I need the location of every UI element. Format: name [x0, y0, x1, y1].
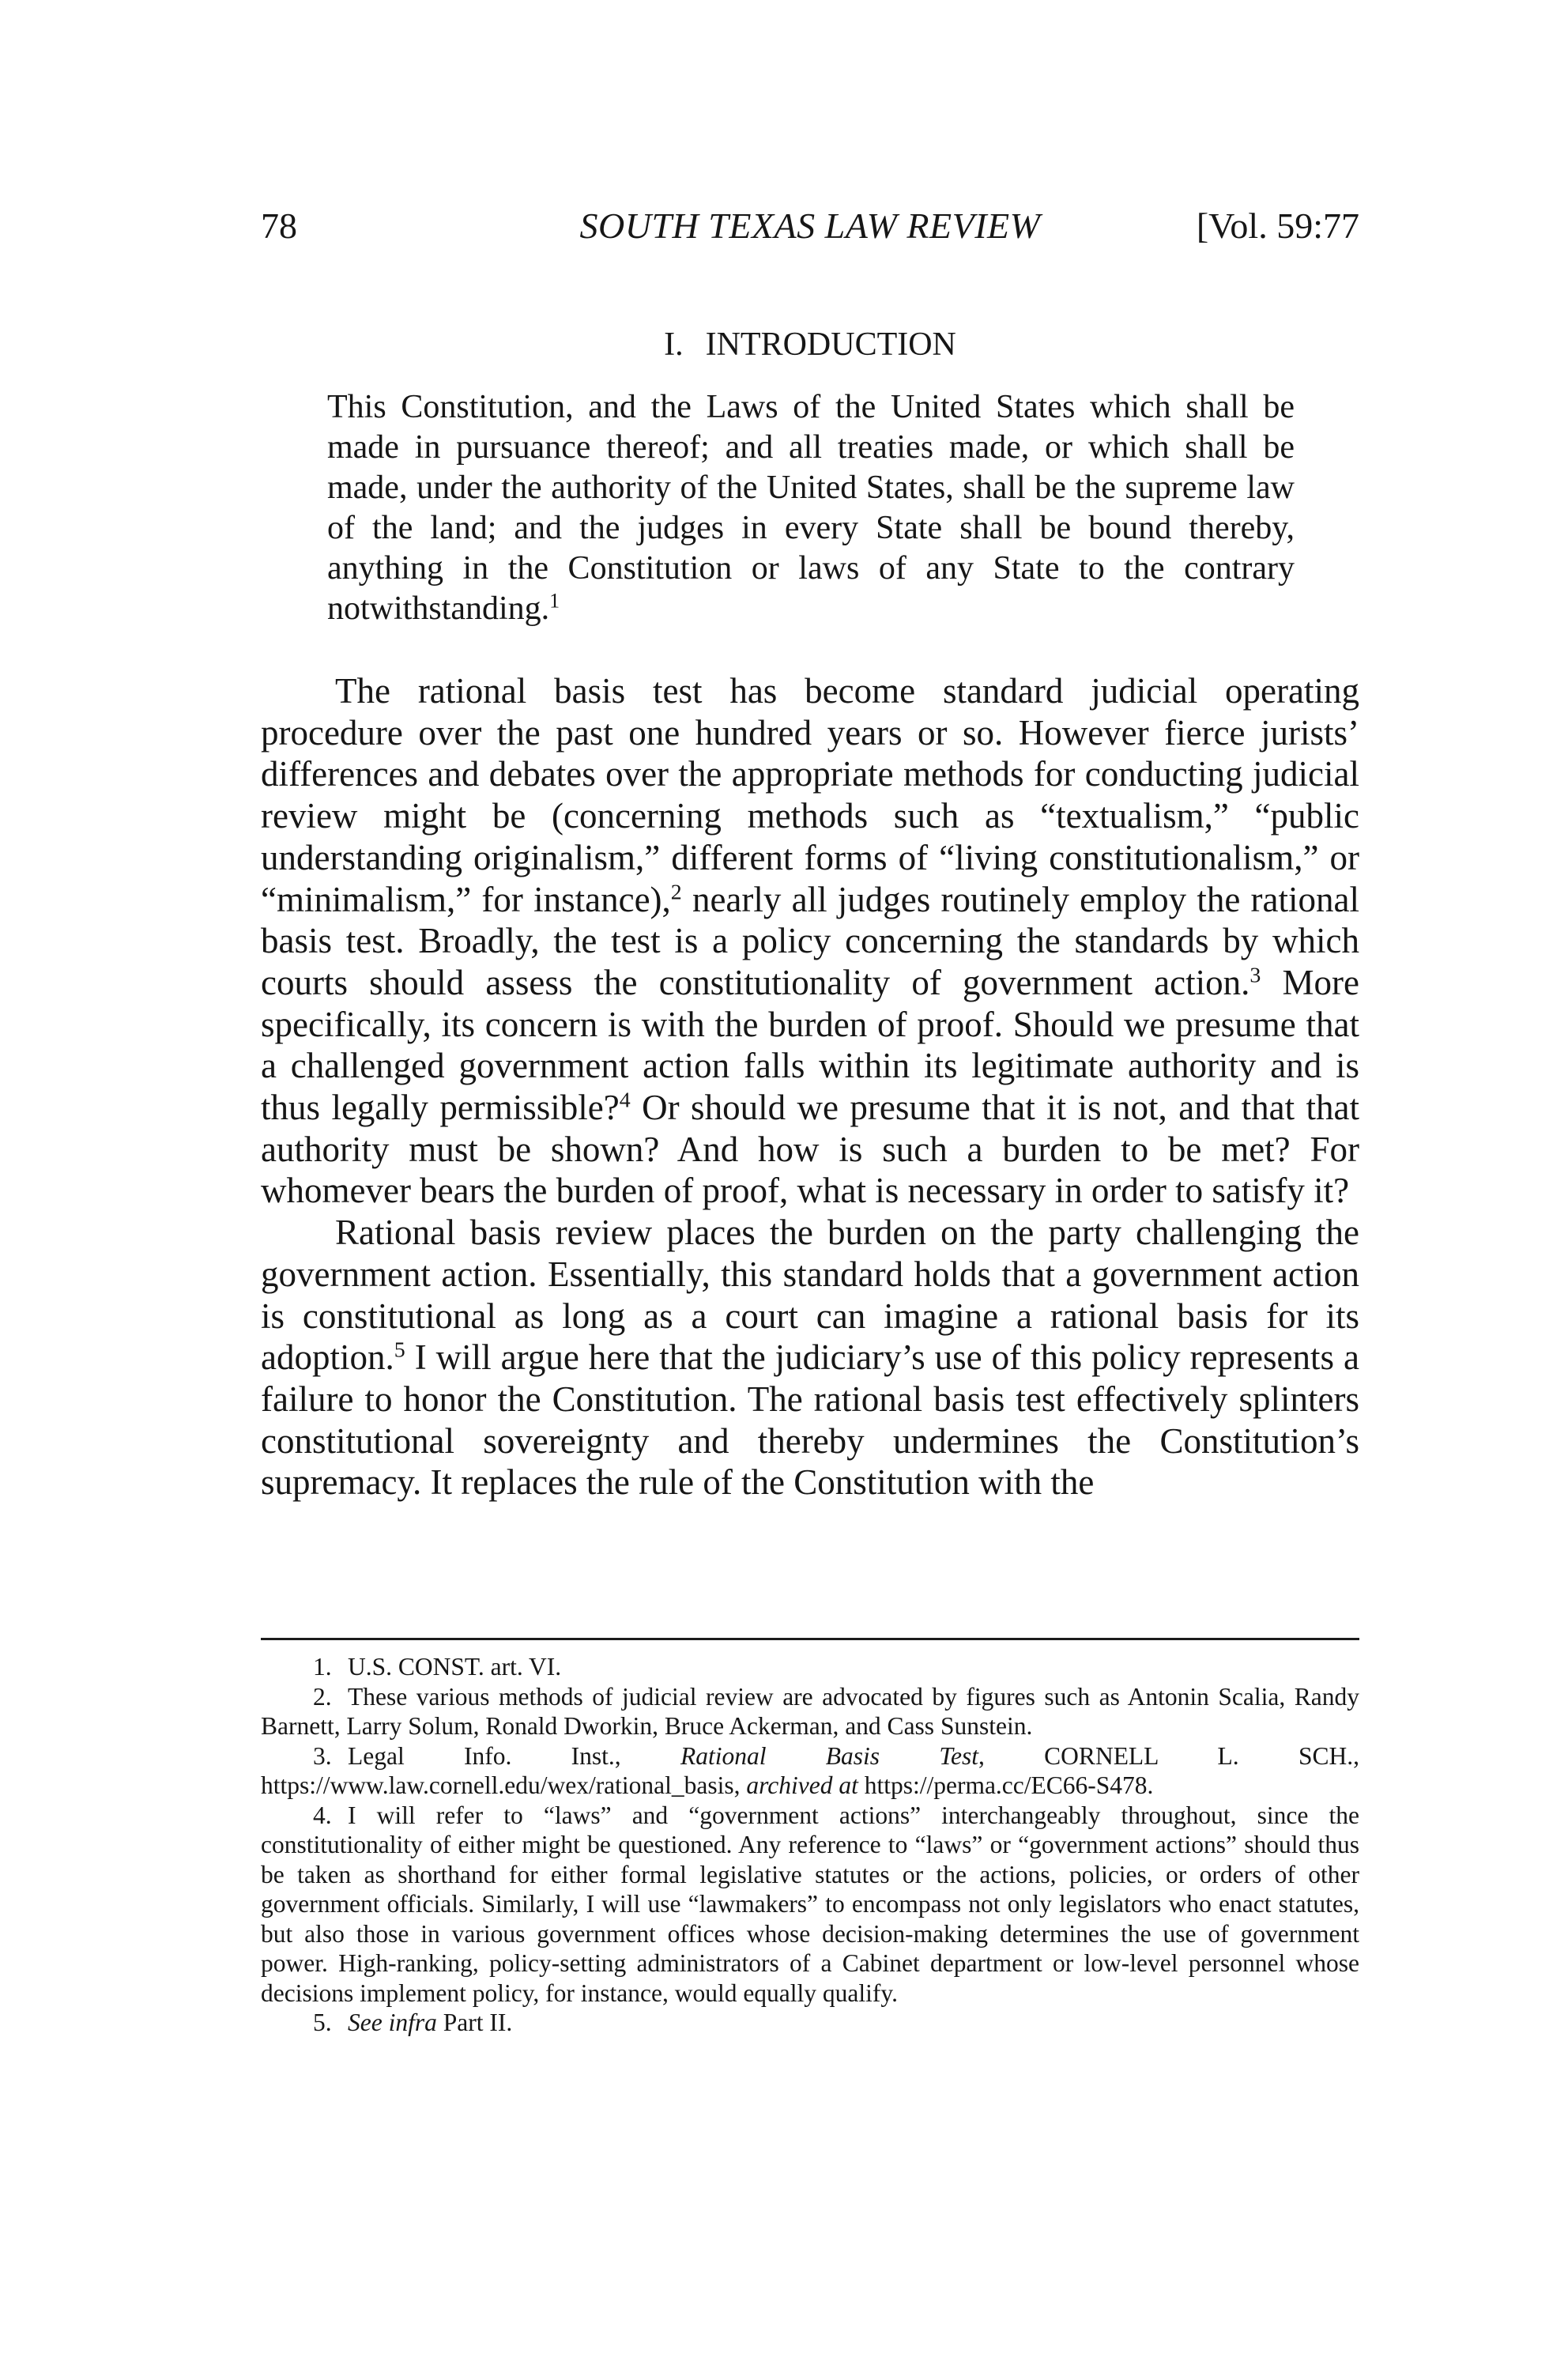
footnote-number: 2.: [313, 1682, 332, 1711]
footnote-number: 4.: [313, 1801, 332, 1829]
footnote-number: 1.: [313, 1653, 332, 1681]
body-paragraph-2: [261, 1212, 1359, 1503]
footnote-number: 3.: [313, 1741, 332, 1770]
footnote-text: I will refer to “laws” and “government actions” interchangeably throughout, since the constitutionality of either might be questioned. Any reference to “laws” or “government actions” should thus be taken as shorthand for either formal legislative statutes or the actions, policies, or orders of other government officials. Similarly, I will use “lawmakers” to encompass not only legislators who enact statutes, but also those in various government offices whose decision-making determines the use of government power. High-ranking, policy-setting administrators of a Cabinet department or low-level personnel whose decisions implement policy, for instance, would equally qualify.: [261, 1801, 1359, 2007]
footnote-text: Legal Info. Inst.,: [348, 1741, 680, 1770]
footnote-text: Rational Basis Test: [680, 1741, 978, 1770]
section-title: INTRODUCTION: [705, 326, 956, 363]
footnote-text: U.S.: [348, 1653, 398, 1681]
footnote-link[interactable]: , https://www.law.cornell.edu/wex/rational_basis,: [261, 1741, 1360, 1799]
paragraph-text: Rational basis review places the burden on the party challenging the government action. Essentially, this standard holds that a government action is constitutional as long as a court can imagine a rational basis for its adoption.: [261, 1213, 1359, 1378]
volume-citation: [Vol. 59:77: [1196, 206, 1359, 246]
page-number: 78: [261, 206, 297, 246]
footnote-separator: [261, 1638, 1359, 1640]
footnote-text: These various methods of judicial review are advocated by figures such as Antonin Scalia, Randy Barnett, Larry Solum, Ronald Dworkin, Bruce Ackerman, and Cass Sunstein.: [261, 1682, 1359, 1740]
footnote-text: art. VI.: [484, 1653, 562, 1681]
section-heading: [261, 323, 1359, 367]
footnote-text: CORNELL L. SCH.: [1044, 1741, 1354, 1770]
footnote-ref-1: 1: [549, 589, 560, 613]
footnote-text: ,: [978, 1741, 1045, 1770]
journal-title: SOUTH TEXAS LAW REVIEW: [579, 206, 1041, 246]
footnote-text: archived at: [746, 1771, 858, 1799]
footnote-ref-4: 4: [619, 1088, 631, 1113]
footnote-3: [261, 1741, 1359, 1801]
running-header: [261, 202, 1359, 250]
epigraph-quote: [327, 387, 1295, 629]
paragraph-text: More specifically, its concern is with the burden of proof. Should we presume that a challenged government action falls within its legitimate authority and is thus legally permissible?: [261, 962, 1359, 1128]
epigraph-text: This Constitution, and the Laws of the United States which shall be made in pursuance thereof; and all treaties made, or which shall be made, under the authority of the United States, shall be the supreme law of the land; and the judges in every State shall be bound thereby, anything in the Constitution or laws of any State to the contrary notwithstanding.: [327, 389, 1295, 627]
footnote-text: Part II.: [436, 2009, 513, 2036]
footnote-text: CONST.: [398, 1653, 484, 1681]
footnote-text: infra: [388, 2009, 437, 2036]
footnote-ref-5: 5: [394, 1337, 405, 1363]
body-paragraph-1: [261, 670, 1359, 1212]
paragraph-text: Or should we presume that it is not, and that that authority must be shown? And how is such a burden to be met? For whomever bears the burden of proof, what is necessary in order to satisfy it?: [261, 1088, 1359, 1211]
paragraph-text: nearly all judges routinely employ the rational basis test. Broadly, the test is a policy concerning the standards by which courts should assess the constitutionality of government action.: [261, 879, 1359, 1002]
footnote-number: 5.: [313, 2009, 332, 2036]
footnote-ref-2: 2: [670, 880, 682, 905]
footnote-1: [261, 1652, 1359, 1682]
footnote-link[interactable]: https://perma.cc/EC66-S478.: [858, 1771, 1154, 1799]
section-number: I.: [664, 326, 684, 363]
paragraph-text: The rational basis test has become standard judicial operating procedure over the past one hundred years or so. However fierce jurists’ differences and debates over the appropriate methods for conducting judicial review might be (concerning methods such as “textualism,” “public understanding originalism,” different forms of “living constitutionalism,” or “minimalism,” for instance),: [261, 671, 1359, 919]
paragraph-text: I will argue here that the judiciary’s use of this policy represents a failure to honor the Constitution. The rational basis test effectively splinters constitutional sovereignty and thereby undermines the Constitution’s supremacy. It replaces the rule of the Constitution with the: [261, 1337, 1359, 1503]
footnote-text: See: [348, 2009, 383, 2036]
footnote-ref-3: 3: [1250, 963, 1261, 988]
footnotes: [261, 1652, 1359, 2038]
footnote-4: [261, 1801, 1359, 2009]
footnote-2: [261, 1682, 1359, 1741]
body-text: [261, 670, 1359, 1503]
footnote-5: [261, 2008, 1359, 2038]
